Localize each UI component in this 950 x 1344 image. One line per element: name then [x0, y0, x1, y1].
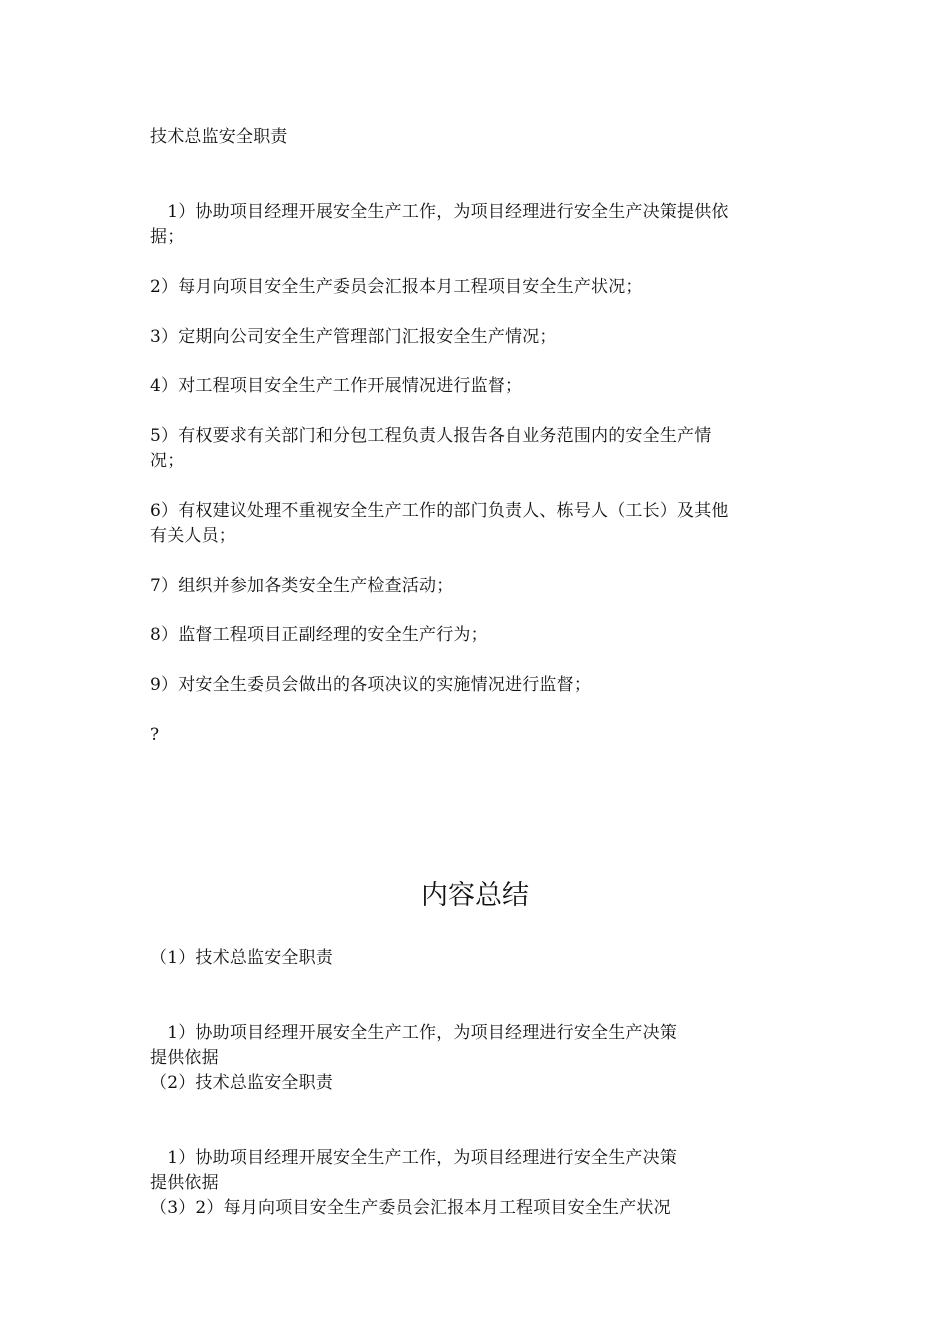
summary-line-6: 提供依据: [150, 1173, 219, 1193]
item-1-line-2: 据；: [150, 227, 185, 247]
summary-line-2: 1）协助项目经理开展安全生产工作，为项目经理进行安全生产决策: [150, 1023, 678, 1043]
item-4: 4）对工程项目安全生产工作开展情况进行监督；: [150, 376, 523, 396]
summary-line-5: 1）协助项目经理开展安全生产工作，为项目经理进行安全生产决策: [150, 1148, 678, 1168]
summary-title: 内容总结: [421, 880, 529, 911]
item-6-line-1: 6）有权建议处理不重视安全生产工作的部门负责人、栋号人（工长）及其他: [150, 501, 729, 521]
summary-line-3: 提供依据: [150, 1048, 219, 1068]
summary-line-7: （3）2）每月向项目安全生产委员会汇报本月工程项目安全生产状况: [150, 1198, 671, 1218]
item-2: 2）每月向项目安全生产委员会汇报本月工程项目安全生产状况；: [150, 277, 643, 297]
item-8: 8）监督工程项目正副经理的安全生产行为；: [150, 625, 488, 645]
item-3: 3）定期向公司安全生产管理部门汇报安全生产情况；: [150, 327, 557, 347]
summary-line-4: （2）技术总监安全职责: [150, 1073, 334, 1093]
item-7: 7）组织并参加各类安全生产检查活动；: [150, 576, 454, 596]
item-1-line-1: 1）协助项目经理开展安全生产工作，为项目经理进行安全生产决策提供依: [150, 202, 729, 222]
placeholder-mark: ?: [150, 725, 160, 745]
item-5-line-2: 况；: [150, 451, 185, 471]
item-6-line-2: 有关人员；: [150, 526, 236, 546]
document-title: 技术总监安全职责: [150, 127, 288, 147]
item-9: 9）对安全生委员会做出的各项决议的实施情况进行监督；: [150, 675, 592, 695]
summary-line-1: （1）技术总监安全职责: [150, 948, 334, 968]
item-5-line-1: 5）有权要求有关部门和分包工程负责人报告各自业务范围内的安全生产情: [150, 426, 712, 446]
